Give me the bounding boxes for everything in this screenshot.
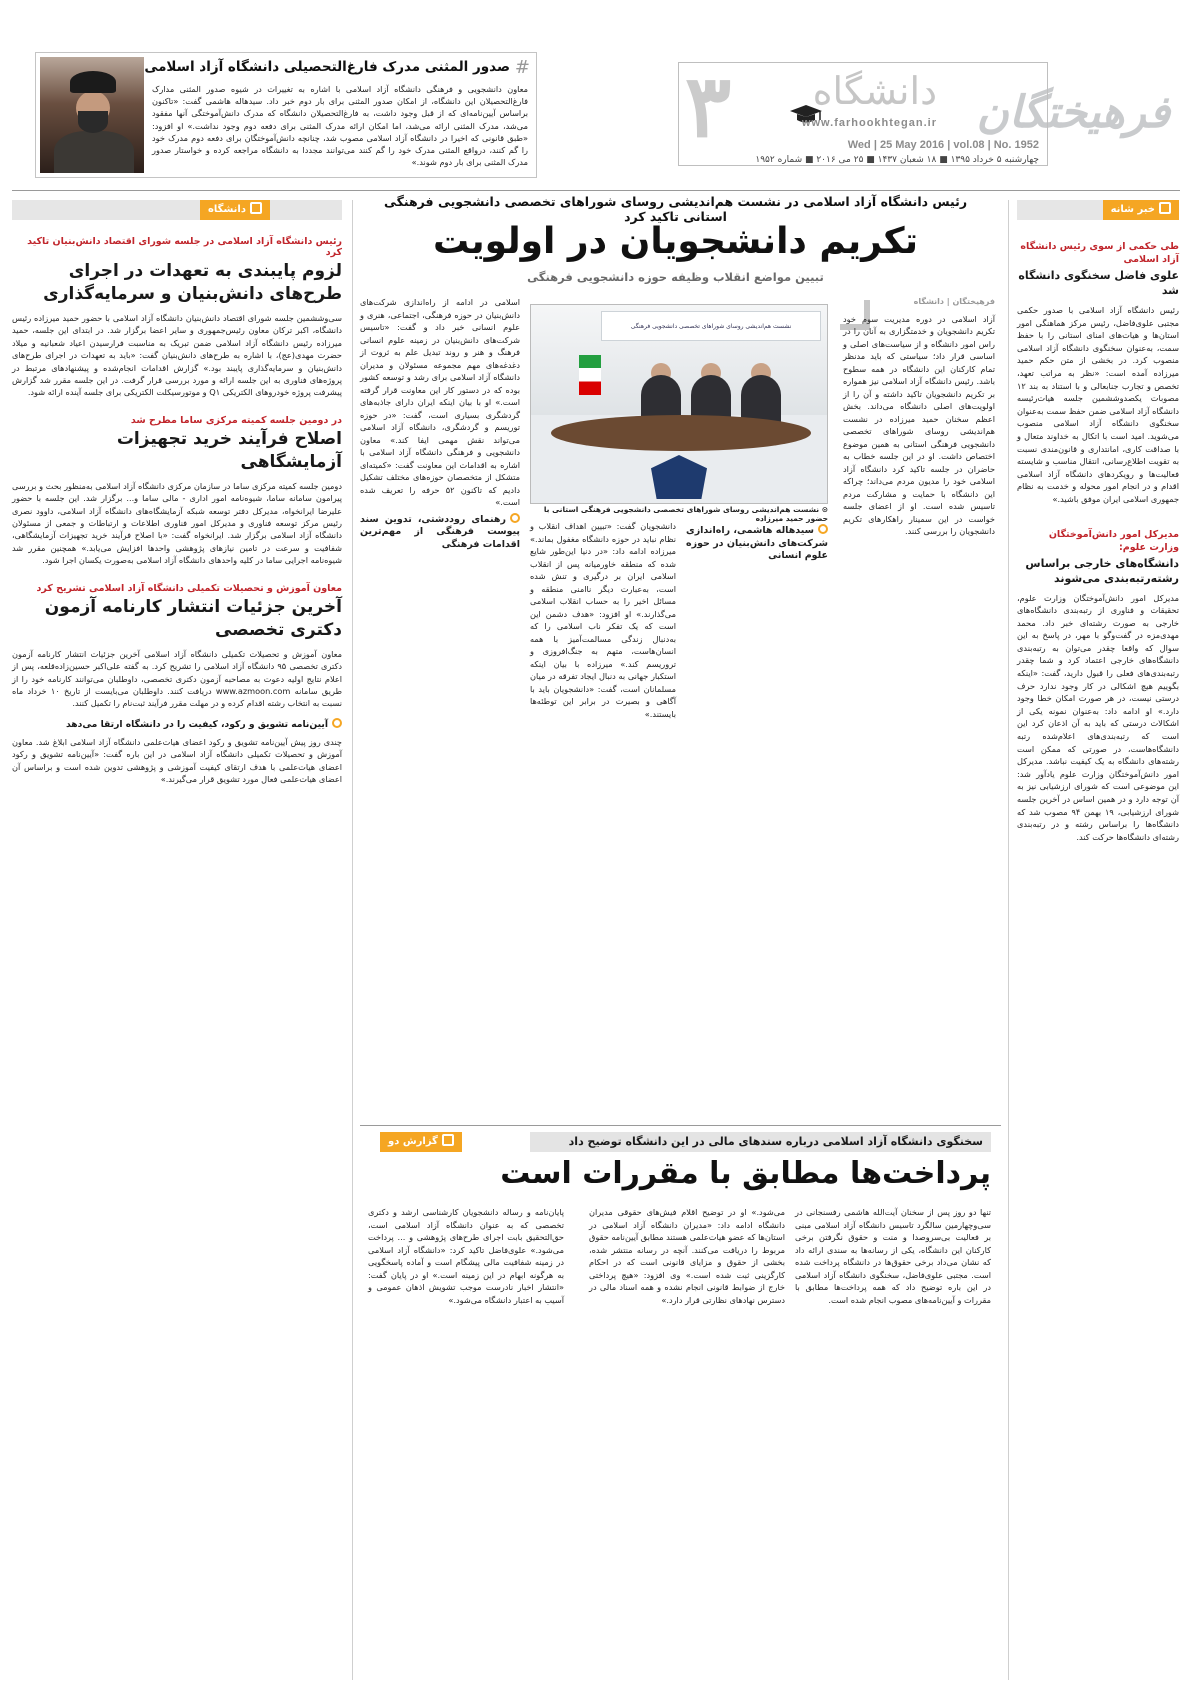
- lead-text: دانشجویان گفت: «تبیین اهداف انقلاب و نظام نباید در حوزه دانشگاه مغفول بماند.» میرزاده ادامه داد: «در دنیا این‌طور شایع شده که منطقه خاورمیانه پس از انقلاب اسلامی ایران بر درگیری و تنش شده است، به‌عبارت دیگر ناامنی منطقه و مسائل اخیر را به حساب انقلاب اسلامی می‌گذارند.» او افزود: «هدف دشمن این است که یک تفکر ناب اسلامی را که به‌دنبال زندگی مسالمت‌آمیز با همه انسان‌هاست، متهم به جنگ‌افروزی و تروریسم کند.» میرزاده با بیان اینکه استکبار جهانی به دنبال ایجاد تفرقه در میان مسلمانان است، گفت: «دانشجویان باید با آگاهی و بصیرت در برابر این توطئه‌ها بایستند.»: [530, 521, 676, 719]
- item-kicker: در دومین جلسه کمیته مرکزی ساما مطرح شد: [130, 414, 342, 426]
- report-tab[interactable]: [380, 1132, 462, 1152]
- right-column: [1017, 226, 1179, 843]
- left-news-item[interactable]: [12, 415, 342, 567]
- report-column-1: [795, 1206, 991, 1306]
- lead-photo[interactable]: [530, 304, 828, 504]
- flag-icon: [579, 355, 601, 395]
- news-photo: [40, 57, 144, 173]
- report-text: می‌شود.» او در توضیح اقلام فیش‌های حقوقی مدیران دانشگاه ادامه داد: «مدیران دانشگاه آزاد اسلامی در استان‌ها که عضو هیات‌علمی هستند مطابق آیین‌نامه حقوق مربوط را دریافت می‌کنند. آنچه در رسانه منتشر شده، بخشی از حقوق و مزایای قانونی است که در احکام کارگزینی ثبت شده است.» وی افزود: «هیچ پرداختی خارج از ضوابط قانونی انجام نشده و همه اسناد مالی در دسترس نهادهای نظارتی قرار دارد.»: [589, 1207, 785, 1305]
- lead-column-2: [530, 520, 676, 720]
- left-column-tab[interactable]: [200, 200, 270, 220]
- lead-subheading: سیدهاله هاشمی، راه‌اندازی شرکت‌های دانش‌بنیان در حوزه علوم انسانی: [686, 525, 828, 561]
- news-title: صدور المثنی مدرک فارغ‌التحصیلی دانشگاه آزاد اسلامی: [144, 59, 510, 75]
- english-dateline: Wed | 25 May 2016 | vol.08 | No. 1952: [847, 139, 1039, 151]
- section-header: [678, 56, 1048, 166]
- lead-kicker: رئیس دانشگاه آزاد اسلامی در نشست هم‌اندیشی روسای شوراهای تخصصی دانشجویی فرهنگی استانی تاکید کرد: [383, 194, 968, 224]
- bullet-icon: [510, 513, 520, 523]
- left-tab-bar: [12, 200, 342, 220]
- top-divider: [12, 190, 1180, 191]
- news-body: معاون دانشجویی و فرهنگی دانشگاه آزاد اسلامی با اشاره به تغییرات در شیوه صدور المثنی مدارک فارغ‌التحصیلان این دانشگاه، از امکان صدور المثنی برای بار دوم خبر داد. سیدهاله هاشمی گفت: «تاکنون براساس آیین‌نامه‌ای که از قبل وجود داشت، به فارغ‌التحصیلان دانشگاه که مدرک دانش‌آموختگی آنها مفقود می‌شد، مدرک المثنی ارائه می‌شد، اما امکان ارائه مدرک المثنی برای دفعه دوم وجود نداشت.» او افزود: «طبق قانونی که اخیرا در دانشگاه آزاد اسلامی مصوب شد، چنانچه دانش‌آموختگان برای دفعه دوم مدرک خود را گم کنند، درواقع المثنی مدرک خود را گم کنند می‌توانند مجددا به دانشگاه مراجعه کرده و خواستار صدور مدرک المثنی برای بار دوم شوند.»: [152, 84, 528, 168]
- report-column-2: [589, 1206, 785, 1306]
- right-column-tab[interactable]: [1103, 200, 1179, 220]
- left-column: [12, 226, 342, 785]
- lead-column-1: [843, 296, 995, 538]
- right-news-item[interactable]: [1017, 240, 1179, 506]
- item-sub-body: چندی روز پیش آیین‌نامه تشویق و رکود اعضای هیات‌علمی دانشگاه آزاد اسلامی ابلاغ شد. معاون آموزش و تحصیلات تکمیلی دانشگاه آزاد اسلامی در این باره گفت: «آیین‌نامه تشویق و رکود اعضای هیات‌علمی با هدف ارتقای کیفیت آموزشی و پژوهشی تدوین شده است و براساس آن اعضای هیات‌علمی فعال مورد تشویق قرار می‌گیرند.»: [12, 736, 342, 784]
- lead-subtitle: تبیین مواضع انقلاب وظیفه حوزه دانشجویی فرهنگی: [527, 270, 824, 284]
- masthead: [25, 42, 1170, 190]
- lead-subheading: رهنمای روددشتی، تدوین سند پیوست فرهنگی از مهم‌ترین اقدامات فرهنگی: [360, 513, 520, 550]
- newspaper-logo[interactable]: [976, 70, 1170, 156]
- left-news-item[interactable]: [12, 583, 342, 786]
- item-title: علوی فاضل سخنگوی دانشگاه شد: [1018, 269, 1179, 297]
- lead-text: آزاد اسلامی در دوره مدیریت سوم خود تکریم دانشجویان و خدمتگزاری به آنان را در راس امور دانشگاه و از سیاست‌های اصلی و اساسی قرار داد؛ سیاستی که باید مدنظر تمام کارکنان این دانشگاه در همه سطوح باشد. رئیس دانشگاه آزاد اسلامی نیز همواره بر تکریم دانشجویان تاکید داشته و آن را از اولویت‌های اصلی دانشگاه می‌داند. بخش اعظم سخنان حمید میرزاده در نشست هم‌اندیشی روسای شوراهای تخصصی دانشجویی فرهنگی استانی به همین موضوع اختصاص داشت. او در این جلسه خطاب به حاضران در جلسه تاکید کرد دانشگاه آزاد اسلامی خود را مدیون مردم می‌داند؛ چراکه این دانشگاه با حمایت و مشارکت مردم تاسیس شده است. او از اعضای جلسه خواست در این سمینار راهکارهای تکریم دانشجویان را بررسی کنند.: [843, 313, 995, 536]
- logo-text: فرهیختگان: [976, 87, 1170, 138]
- item-title: دانشگاه‌های خارجی براساس رشته‌رتبه‌بندی می‌شوند: [1025, 556, 1179, 585]
- left-news-item[interactable]: [12, 236, 342, 399]
- lead-column-3: [360, 296, 520, 553]
- photo-banner: نشست هم‌اندیشی روسای شوراهای تخصصی دانشجویی فرهنگی: [601, 311, 821, 341]
- report-text: تنها دو روز پس از سخنان آیت‌الله هاشمی رفسنجانی در سی‌وچهارمین سالگرد تاسیس دانشگاه آزاد اسلامی مبنی بر فعالیت بی‌سروصدا و منت و حقوق نگرفتن برخی کارکنان این دانشگاه، یکی از رسانه‌ها به سندی ارائه داد که نشان می‌داد برخی حقوق‌ها در دانشگاه پرداخت شده است. مجتبی علوی‌فاضل، سخنگوی دانشگاه آزاد اسلامی در این باره توضیح داد که همه پرداخت‌ها مطابق با مقررات و آیین‌نامه‌های مصوب انجام شده است.: [795, 1207, 991, 1305]
- section-icon: [1159, 202, 1171, 214]
- item-body: رئیس دانشگاه آزاد اسلامی با صدور حکمی مجتبی علوی‌فاضل، رئیس مرکز هماهنگی امور استان‌ها و هیات‌های امنای استانی را با حفظ سمت، به‌عنوان سخنگوی دانشگاه آزاد اسلامی منصوب کرد. در بخشی از متن حکم حمید میرزاده آمده است: «نظر به مراتب تعهد، تخصص و تجارب جنابعالی و با استناد به بند ۱۲ مصوبات یکصدوششمین جلسه هیات‌رئیسه دانشگاه آزاد اسلامی ضمن حفظ سمت به‌عنوان سخنگوی دانشگاه آزاد اسلامی منصوب می‌شوید. امید است با اتکال به خداوند متعال و با صداقت کاری، امانتداری و قانون‌مندی نسبت به تقویت اطلاع‌رسانی، انتقال مناسب و شایسته فعالیت‌ها و رویکردهای دانشگاه آزاد اسلامی اقدام و در انجام امور محوله و خدمت به نظام جمهوری اسلامی ایران موفق باشید.»: [1017, 305, 1179, 504]
- persian-dateline: چهارشنبه ۵ خرداد ۱۳۹۵ ■ ۱۸ شعبان ۱۴۳۷ ■ ۲۵ می ۲۰۱۶ ■ شماره ۱۹۵۲: [755, 155, 1039, 165]
- item-title: اصلاح فرآیند خرید تجهیزات آزمایشگاهی: [116, 428, 342, 472]
- tab-label: گزارش دو: [388, 1136, 438, 1147]
- item-body: مدیرکل امور دانش‌آموختگان وزارت علوم، تحقیقات و فناوری از رتبه‌بندی دانشگاه‌های خارجی به صورت رشته‌ای خبر داد. محمد مهدی‌مزه در گفت‌وگو با مهر، در پاسخ به این سوال که واقعا چقدر می‌توان به رتبه‌بندی دانشگاه‌های خارجی اعتماد کرد و شما چقدر رتبه‌بندی‌های فعلی را قبول دارید، گفت: «اینکه بگوییم هیچ اشکالی در کار وجود ندارد حرف درستی نیست، در هر صورت امکان خطا وجود دارد.» او ادامه داد: به‌عنوان نمونه یکی از اشکالات درستی که باید به آن اذعان کرد این است که رتبه‌بندی‌های اعلام‌شده رتبه دانشگاه‌هاست، در صورتی که ممکن است رشته‌های دانشگاه به یک کیفیت نباشد. مدیرکل امور دانش‌آموختگان وزارت علوم یادآور شد: این موضوعی است که شورای ارزشیابی نیز به آن توجه دارد و در همین اساس در آخرین جلسه شورای ارزشیابی، ۱۹ بهمن ۹۴ مصوب شد که دانشگاه‌ها را براساس رشته و در رتبه‌بندی رشته‌ای دانشگاه‌ها حرکت کند.: [1017, 592, 1179, 842]
- photo-caption: ⊙ نشست هم‌اندیشی روسای شوراهای تخصصی دانشجویی فرهنگی استانی با حضور حمید میرزاده: [543, 505, 828, 523]
- byline: فرهیختگان | دانشگاه: [913, 297, 995, 306]
- item-body: دومین جلسه کمیته مرکزی ساما در سازمان مرکزی دانشگاه آزاد اسلامی به‌منظور بحث و بررسی پیرامون سامانه ساما، شیوه‌نامه امور اداری - مالی ساما و... برگزار شد. این جلسه با حضور علیرضا ایرانخواه، مدیرکل دفتر توسعه شبکه آزمایشگاه‌های دانشگاه آزاد اسلامی، داوود نصری رئیس مرکز توسعه فناوری و مدیرکل امور فناوری اطلاعات و ارتباطات و جمعی از مسئولان دانشگاه آزاد اسلامی برگزار شد. ایرانخواه گفت: «با اصلاح فرآیند خرید تجهیزات آزمایشگاهی، شفافیت و سرعت در تامین نیازهای پژوهشی واحدها افزایش می‌یابد.» همچنین مقرر شد شیوه‌نامه اجرایی ساما در کلیه واحدهای دانشگاه آزاد اسلامی به‌صورت یکسان اجرا شود.: [12, 480, 342, 566]
- item-kicker: رئیس دانشگاه آزاد اسلامی در جلسه شورای اقتصاد دانش‌بنیان تاکید کرد: [27, 236, 342, 258]
- item-subheading: آیین‌نامه تشویق و رکود، کیفیت را در دانشگاه ارتقا می‌دهد: [12, 718, 342, 730]
- report-divider: [360, 1125, 1001, 1126]
- report-column-3: [368, 1206, 564, 1306]
- section-page-number: ۳: [685, 56, 732, 157]
- item-kicker: معاون آموزش و تحصیلات تکمیلی دانشگاه آزاد اسلامی تشریح کرد: [36, 582, 342, 594]
- tab-label: خبر شانه: [1110, 204, 1155, 215]
- lead-column-4: [686, 520, 828, 565]
- item-title: لزوم پایبندی به تعهدات در اجرای طرح‌های دانش‌بنیان و سرمایه‌گذاری: [43, 261, 342, 304]
- item-title: آخرین جزئیات انتشار کارنامه آزمون دکتری تخصصی: [44, 596, 342, 640]
- item-body: معاون آموزش و تحصیلات تکمیلی دانشگاه آزاد اسلامی آخرین جزئیات انتشار کارنامه آزمون دکتری تخصصی ۹۵ دانشگاه آزاد اسلامی را تشریح کرد. به گفته علی‌اکبر حسین‌زاده‌قلعه، پس از اعلام نتایج اولیه دعوت به مصاحبه آزمون دکتری تخصصی، داوطلبان می‌توانند کارنامه خود را از طریق سامانه www.azmoon.com دریافت کنند. داوطلبان می‌بایست از تاریخ ۱۰ خرداد ماه نسبت به انتخاب رشته اقدام کرده و در مهلت مقرر فرآیند ثبت‌نام را تکمیل کنند.: [12, 648, 342, 709]
- column-divider: [352, 200, 353, 1680]
- section-title: دانشگاه: [812, 69, 937, 113]
- top-news-box[interactable]: [35, 52, 537, 178]
- university-logo-icon: [651, 455, 707, 499]
- section-icon: [250, 202, 262, 214]
- report-headline[interactable]: پرداخت‌ها مطابق با مقررات است: [500, 1156, 991, 1191]
- item-kicker: طی حکمی از سوی رئیس دانشگاه آزاد اسلامی: [1020, 241, 1179, 265]
- lead-headline[interactable]: تکریم دانشجویان در اولویت: [432, 221, 919, 262]
- bullet-icon: [332, 718, 342, 728]
- tab-label: دانشگاه: [208, 204, 246, 215]
- lead-text: اسلامی در ادامه از راه‌اندازی شرکت‌های دانش‌بنیان در حوزه فرهنگی، اجتماعی، هنری و علوم انسانی خبر داد و گفت: «تاسیس شرکت‌های دانش‌بنیان در زمینه علوم انسانی فرهنگ و هنر و روند تبدیل علم به ثروت از دغدغه‌های مهم مجموعه مسئولان و مدیران دانشگاه آزاد اسلامی برای رشد و توسعه کشور بوده که در دستور کار این معاونت قرار گرفته است.» او با بیان اینکه ایران دارای جاذبه‌های گردشگری بسیاری است، گفت: «در حوزه توریسم و گردشگری، دانشگاه آزاد اسلامی می‌تواند نقش مهمی ایفا کند.» معاون دانشجویی و فرهنگی دانشگاه آزاد اسلامی با اشاره به اقدامات این معاونت گفت: «کمیته‌ای متشکل از متخصصان حوزه‌های مختلف تشکیل دادیم که تاکنون ۵۲ حرفه را تعریف شده است.»: [360, 297, 520, 507]
- website-url[interactable]: www.farhookhtegan.ir: [801, 117, 937, 129]
- right-news-item[interactable]: [1017, 528, 1179, 844]
- item-kicker: مدیرکل امور دانش‌آموختگان وزارت علوم:: [1048, 528, 1179, 553]
- report-kicker: سخنگوی دانشگاه آزاد اسلامی درباره سندهای مالی در این دانشگاه توضیح داد: [530, 1132, 991, 1152]
- hash-icon: #: [514, 57, 530, 78]
- report-text: پایان‌نامه و رساله دانشجویان کارشناسی ارشد و دکتری تخصصی که به عنوان دانشگاه آزاد اسلامی است، حق‌التحقیق بابت اجرای طرح‌های پژوهشی و ... پرداخت می‌شود.» علوی‌فاضل تاکید کرد: «دانشگاه آزاد اسلامی در زمینه شفافیت مالی پیشگام است و آماده پاسخگویی به هرگونه ابهام در این زمینه است.» او در پایان گفت: «انتشار اخبار نادرست موجب تشویش اذهان عمومی و آسیب به اعتبار دانشگاه می‌شود.»: [368, 1207, 564, 1305]
- camera-icon: ⊙: [819, 505, 828, 514]
- column-divider: [1008, 200, 1009, 1680]
- bullet-icon: [818, 524, 828, 534]
- section-icon: [442, 1134, 454, 1146]
- item-body: سی‌وششمین جلسه شورای اقتصاد دانش‌بنیان دانشگاه آزاد اسلامی با حضور حمید میرزاده رئیس دانشگاه، اکبر ترکان معاون رئیس‌جمهوری و سایر اعضا برگزار شد. در ابتدای این جلسه، حمید میرزاده رئیس دانشگاه آزاد اسلامی ضمن تبریک به مناسبت فرارسیدن اعیاد شعبانیه و میلاد حضرت مهدی(عج)، با اشاره به طرح‌های دانش‌بنیان گفت: «باید به تعهدات در اجرای طرح‌های دانش‌بنیان و سرمایه‌گذاری پایبند بود.» گزارش اقدامات انجام‌شده و پیشنهادهای مرتبط در پروژه‌های فناوری به این جلسه ارائه و مورد بررسی قرار گرفت. در این جلسه مقرر شد گزارش پیشرفت پروژه خودروهای الکتریکی Q۱ و موتورسیکلت الکتریکی برای جلسه آینده ارائه شود.: [12, 313, 342, 398]
